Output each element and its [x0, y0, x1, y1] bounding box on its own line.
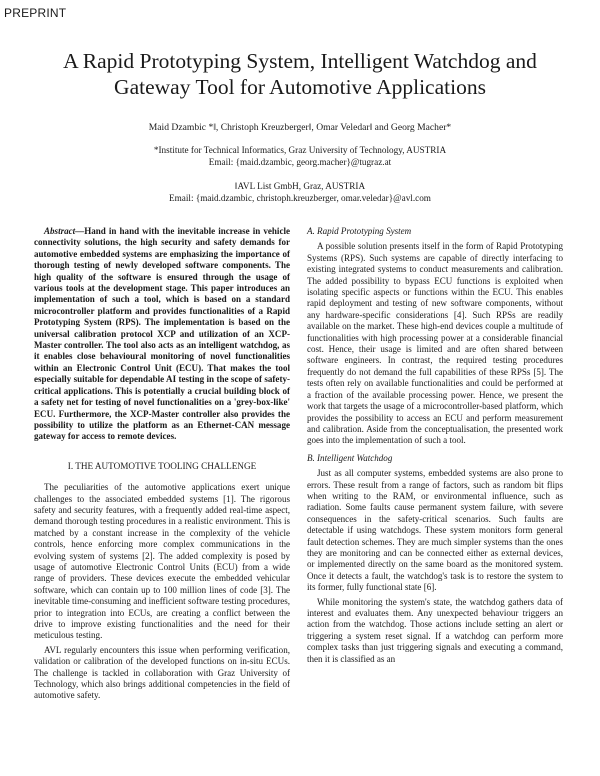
- affiliation-avl-email: Email: {maid.dzambic, christoph.kreuzberger, omar.veledar}@avl.com: [169, 192, 431, 203]
- abstract: [34, 226, 290, 443]
- subsection-heading-rps: A. Rapid Prototyping System: [307, 226, 412, 236]
- abstract-lead: Abstract: [44, 226, 76, 236]
- paper-title: A Rapid Prototyping System, Intelligent Watchdog and Gateway Tool for Automotive Applications: [63, 49, 537, 99]
- subsectionB-paragraph-2: While monitoring the system's state, the watchdog gathers data of interest and evaluates them. Any unexpected behaviour triggers an action from the watchdog. Those actions include setting an alert or triggering a system reset signal. If a watchdog can perform more complex tasks than just triggering signals and executing a command, then it is classified as an: [307, 596, 563, 664]
- subsection-heading-watchdog: B. Intelligent Watchdog: [307, 452, 393, 463]
- left-column: [34, 226, 290, 705]
- subsectionB-paragraph-1: Just as all computer systems, embedded systems are also prone to errors. These result from a range of factors, such as random bit flips when writing to the RAM, or environmental influence, such as radiation. Some faults cause permanent system failure, with severe consequences in the safety-critical scenarios. Such faults are detectable if using watchdogs. These system monitors form general fault detection schemes. They are much simpler systems than the ones they are monitoring and can be connected either as external devices, or implemented directly on the same board as the monitored system. Once it detects a fault, the watchdog's task is to restore the system to its former, fully functional state [6].: [307, 468, 563, 593]
- affiliation-avl: [30, 181, 570, 204]
- section-heading-tooling-challenge: I. THE AUTOMOTIVE TOOLING CHALLENGE: [67, 460, 257, 471]
- affiliation-tugraz-email: Email: {maid.dzambic, georg.macher}@tugraz.at: [208, 156, 392, 167]
- affiliation-tugraz-institute: *Institute for Technical Informatics, Graz University of Technology, AUSTRIA: [153, 145, 447, 155]
- preprint-label: PREPRINT: [4, 6, 67, 20]
- author-list: Maid Dzambic *‖, Christoph Kreuzberger‖, Omar Veledar‖ and Georg Macher*: [148, 122, 452, 133]
- affiliation-tugraz: [30, 145, 570, 168]
- affiliation-avl-company: ‖AVL List GmbH, Graz, AUSTRIA: [234, 181, 366, 191]
- abstract-text: —Hand in hand with the inevitable increase in vehicle connectivity solutions, the high security and safety demands for automotive embedded systems are emphasizing the importance of thorough testing of newly developed software components. The high quality of the software is ensured through the usage of various tools at the development stage. This paper introduces an implementation of such a tool, which is based on a standard microcontroller platform and provides functionalities of a Rapid Prototyping System (RPS). The implementation is based on the universal calibration protocol XCP and utilization of an XCP-Master controller. The tool also acts as an intelligent watchdog, as it enables close behavioural monitoring of novel functionalities within an Electronic Control Unit (ECU). That makes the tool especially suitable for dependable AI testing in the scope of safety-critical applications. This is potentially a crucial building block of a safety net for testing of novel functionalities on a 'grey-box-like' ECU. Furthermore, the XCP-Master controller also provides the possibility to utilize the platform as an Ethernet-CAN message gateway for access to remote devices.: [34, 226, 290, 442]
- right-column: [307, 226, 563, 668]
- section1-paragraph-1: The peculiarities of the automotive applications exert unique challenges to the associated embedded systems [1]. The rigorous safety and security features, with a frequently added real-time aspect, demand thorough testing procedures in a realistic environment. This is matched by a constant increase in the complexity of the vehicle controls, hence enforcing more complex communications in the evolving system of systems [2]. The added complexity is posed by usage of automotive Electronic Control Units (ECU) from a wide range of providers. These devices execute the embedded vehicular software, which can contain up to 100 million lines of code [3]. The inevitable time-consuming and inefficient software testing procedures, prior to integration into ECUs, are creating a conflict between the drive to improve existing functionalities and the need for their meticulous testing.: [34, 482, 290, 641]
- section1-paragraph-2: AVL regularly encounters this issue when performing verification, validation or calibration of the developed functions on in-situ ECUs. The challenge is tackled in collaboration with Graz University of Technology, which also brings additional competencies in the field of automotive safety.: [34, 644, 290, 701]
- subsectionA-paragraph-1: A possible solution presents itself in the form of Rapid Prototyping Systems (RPS). Such systems are capable of directly interfacing to existing integrated systems to conduct measurements and calibration. The added possibility to bypass ECU functions is exploited when isolating specific aspects or functions within the ECU. This enables rapid deployment and testing of new software components, without any hardware-specific considerations [4]. Such RPSs are readily available on the market. These high-end devices couple a multitude of functionalities with high processing power at a considerable financial cost. Hence, their usage is limited and are often shared between software engineers. In contrast, the required testing procedures frequently do not demand the full capabilities of these RPSs [5]. The tests often rely on available functionalities and could be performed at a fraction of the available processing power. Hence, we present the work that targets the usage of a microcontroller-based platform, which provides the possibility to access an ECU and perform measurement and calibration. Aside from the conceptualisation, the presented work goes into the implementation of such a tool.: [307, 241, 563, 446]
